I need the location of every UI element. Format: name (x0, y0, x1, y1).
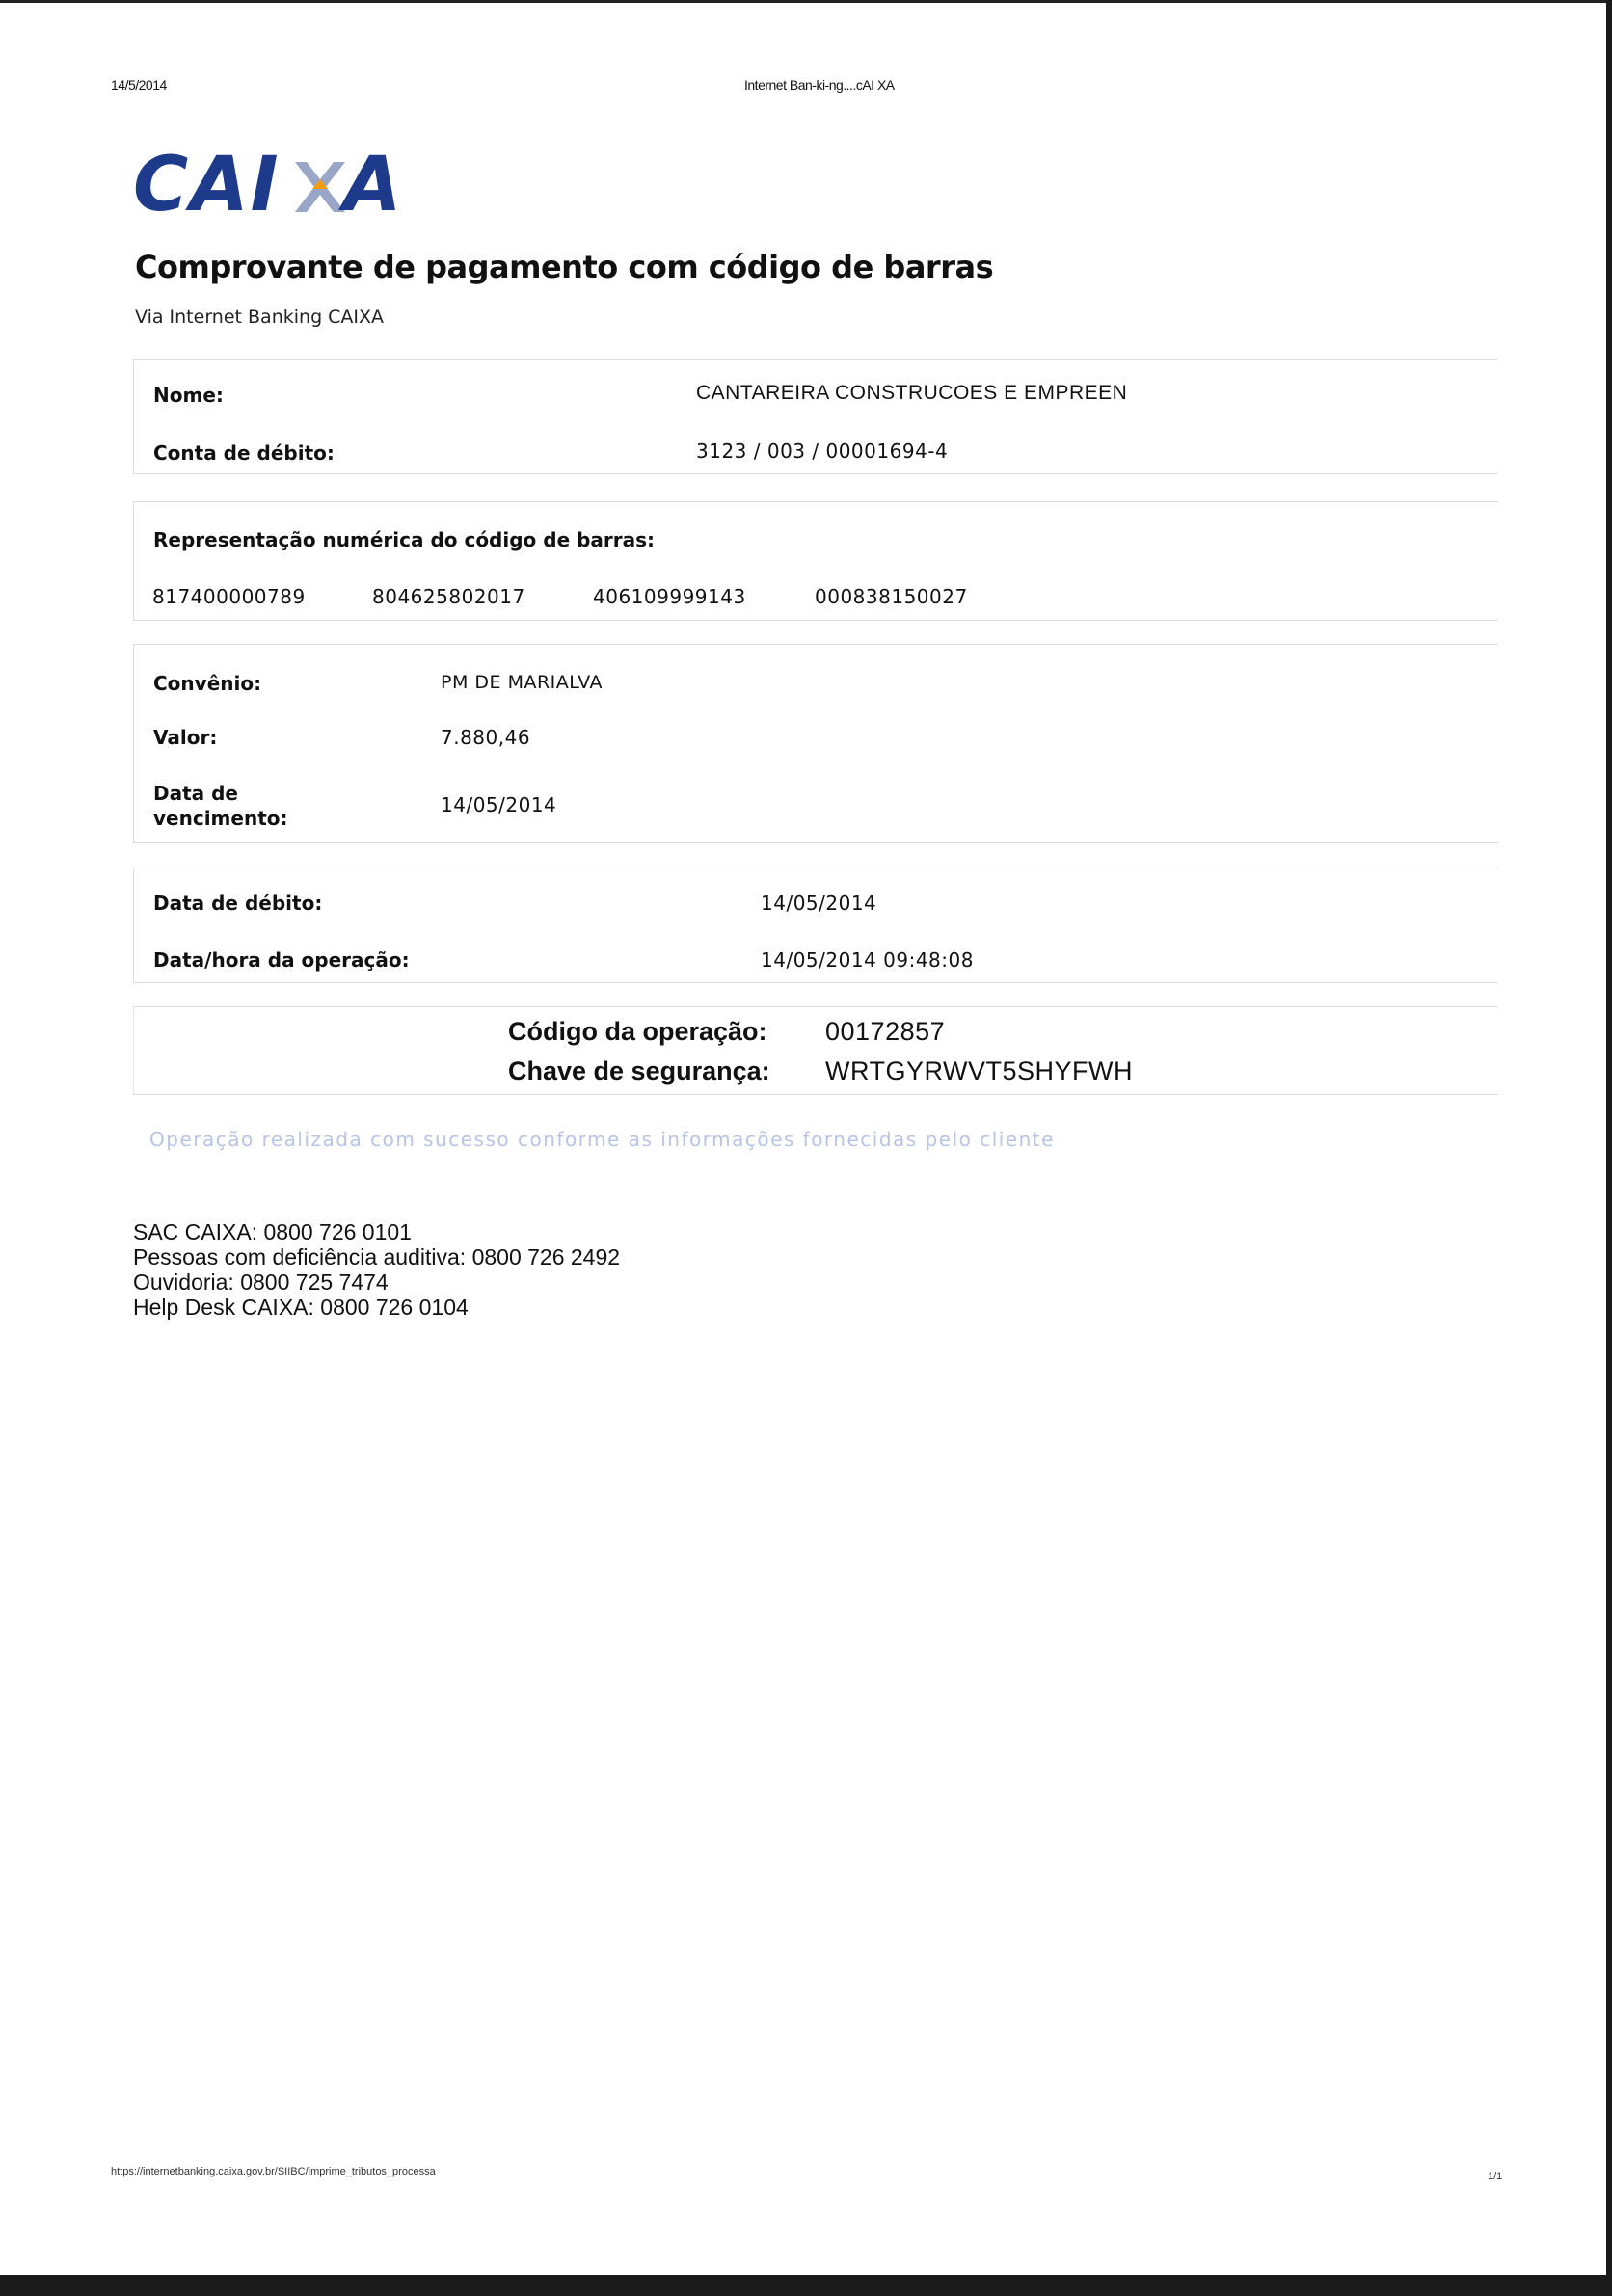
document-title: Comprovante de pagamento com código de barras (135, 249, 994, 285)
contact-sac: SAC CAIXA: 0800 726 0101 (133, 1219, 412, 1244)
vencimento-label-line1: Data de (153, 782, 238, 805)
operation-box (133, 1006, 1498, 1095)
svg-text:A: A (343, 143, 402, 220)
operation-datetime-label: Data/hora da operação: (153, 948, 410, 972)
payment-box (133, 644, 1498, 843)
operation-code-value: 00172857 (825, 1017, 946, 1046)
account-box (133, 359, 1498, 474)
contact-help-desk: Help Desk CAIXA: 0800 726 0104 (133, 1295, 469, 1320)
print-date: 14/5/2014 (111, 77, 167, 93)
scan-edge-bottom (0, 2275, 1612, 2296)
convenio-label: Convênio: (153, 672, 262, 695)
operation-datetime-value: 14/05/2014 09:48:08 (761, 948, 974, 972)
barcode-block-4: 000838150027 (815, 585, 968, 608)
debit-account-value: 3123 / 003 / 00001694-4 (696, 440, 949, 463)
debit-date-value: 14/05/2014 (761, 892, 877, 915)
contact-ombudsman: Ouvidoria: 0800 725 7474 (133, 1269, 389, 1295)
barcode-block-2: 804625802017 (372, 585, 525, 608)
footer-page-number: 1/1 (1488, 2171, 1503, 2182)
valor-value: 7.880,46 (441, 726, 531, 749)
debit-date-label: Data de débito: (153, 892, 323, 915)
name-label: Nome: (153, 384, 224, 407)
security-key-label: Chave de segurança: (508, 1056, 770, 1085)
contacts-list (133, 1219, 620, 1320)
vencimento-label-line2: vencimento: (153, 807, 288, 830)
scan-edge-right (1606, 0, 1612, 2296)
barcode-box (133, 501, 1498, 621)
document-subtitle: Via Internet Banking CAIXA (135, 307, 385, 328)
barcode-block-1: 817400000789 (152, 585, 306, 608)
dates-box (133, 868, 1498, 983)
barcode-label: Representação numérica do código de barras: (153, 528, 656, 551)
barcode-block-3: 406109999143 (593, 585, 746, 608)
caixa-logo (133, 143, 422, 220)
debit-account-label: Conta de débito: (153, 441, 335, 465)
print-page-title: Internet Ban-ki-ng....cAI XA (744, 77, 895, 93)
convenio-value: PM DE MARIALVA (441, 672, 604, 693)
contact-hearing-impaired: Pessoas com deficiência auditiva: 0800 726 2492 (133, 1244, 621, 1269)
success-message: Operação realizada com sucesso conforme as informações fornecidas pelo cliente (149, 1128, 1055, 1151)
valor-label: Valor: (153, 726, 218, 749)
vencimento-value: 14/05/2014 (441, 793, 557, 816)
operation-code-label: Código da operação: (508, 1017, 767, 1046)
footer-url: https://internetbanking.caixa.gov.br/SIIBC/imprime_tributos_processa (111, 2166, 436, 2177)
svg-text:CAI: CAI (133, 143, 281, 220)
security-key-value: WRTGYRWVT5SHYFWH (825, 1056, 1134, 1085)
name-value: CANTAREIRA CONSTRUCOES E EMPREEN (696, 382, 1128, 404)
scan-edge-top (0, 0, 1612, 3)
